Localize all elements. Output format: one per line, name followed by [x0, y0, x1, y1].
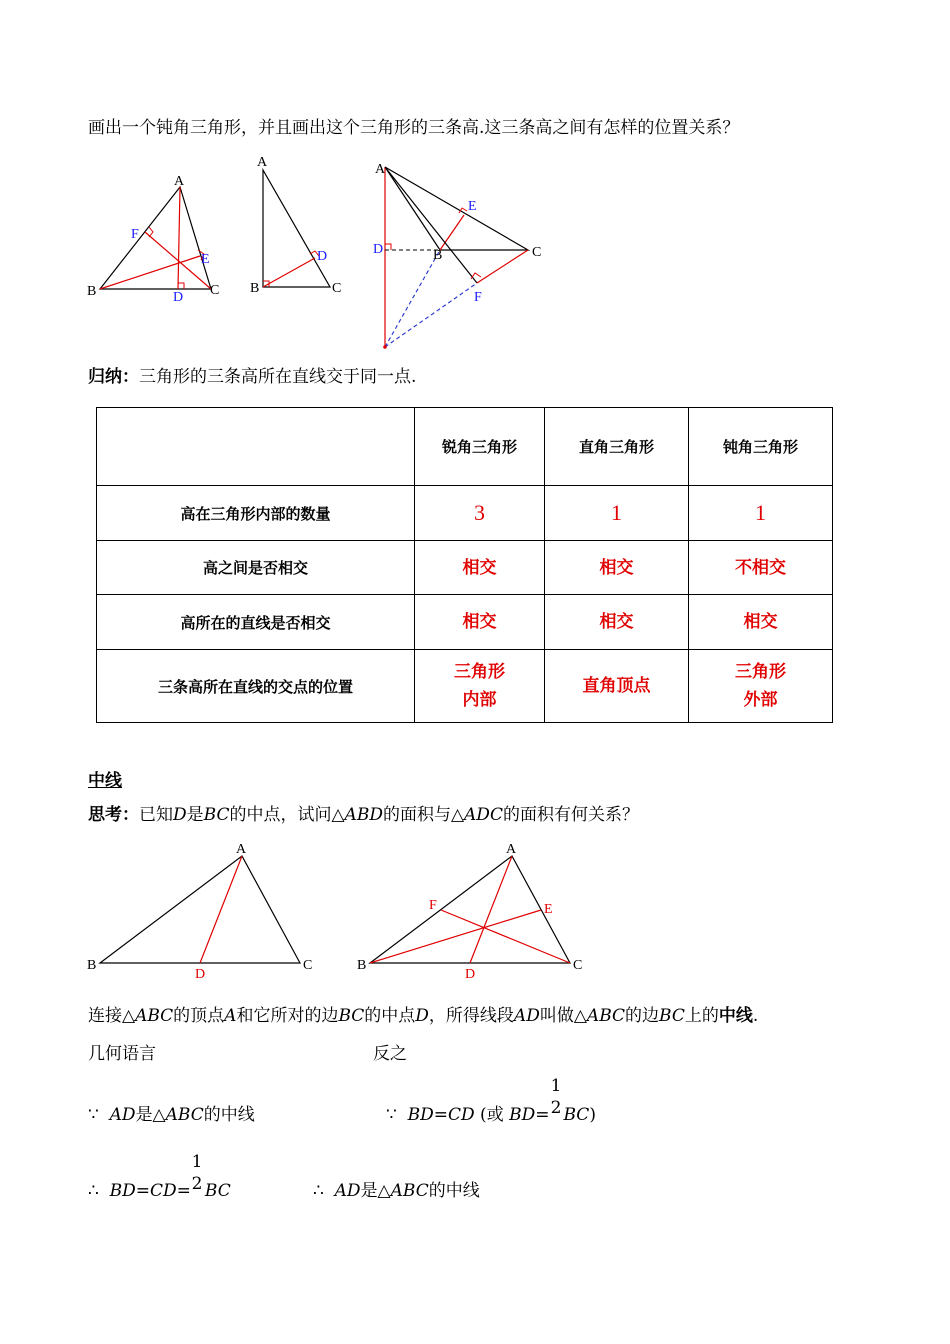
label-B: B: [87, 958, 97, 973]
label-D: D: [195, 967, 206, 981]
label-E: E: [544, 902, 553, 917]
table-row: [97, 650, 833, 723]
label-C: C: [532, 245, 542, 260]
altitude-CF: [477, 250, 528, 283]
header-right: 直角三角形: [545, 408, 689, 486]
row-label: 高之间是否相交: [97, 541, 415, 595]
right-therefore-statement: ∴ AD是△ABC的中线: [313, 1181, 480, 1201]
cell-value: 1: [545, 486, 689, 541]
label-A: A: [174, 174, 185, 189]
cell-value: 三角形 外部: [689, 650, 833, 723]
conclusion-text: 三角形的三条高所在直线交于同一点.: [139, 367, 417, 387]
label-F: F: [131, 227, 139, 242]
cell-value: 1: [689, 486, 833, 541]
conclusion: [88, 366, 416, 388]
median-CF: [441, 910, 570, 963]
table-row: [97, 486, 833, 541]
figure-obtuse-triangle-altitudes: [365, 155, 550, 355]
table-row: [97, 541, 833, 595]
figure-triangle-three-medians: [352, 836, 592, 981]
label-D: D: [173, 290, 184, 305]
cell-value: 直角顶点: [545, 650, 689, 723]
geo-language-heading: 几何语言: [88, 1044, 156, 1064]
fraction-numerator: 1: [191, 1152, 203, 1172]
row-label: 高在三角形内部的数量: [97, 486, 415, 541]
cell-value: 相交: [689, 595, 833, 650]
median-BE: [370, 910, 541, 963]
header-empty: [97, 408, 415, 486]
triangle-outline: [370, 856, 570, 963]
row-label: 高所在的直线是否相交: [97, 595, 415, 650]
label-A: A: [257, 155, 268, 170]
intro-question: 画出一个钝角三角形，并且画出这个三角形的三条高.这三条高之间有怎样的位置关系？: [88, 118, 740, 138]
right-angle-mark-D: [385, 244, 391, 250]
right-angle-mark-F: [149, 227, 153, 237]
figure-right-triangle-altitude: [245, 150, 355, 300]
altitude-BE: [440, 215, 464, 250]
label-B: B: [87, 284, 97, 299]
figure-acute-triangle-altitudes: [80, 168, 230, 308]
think-question: 思考：已知D是BC的中点，试问△ABD的面积与△ADC的面积有何关系？: [88, 805, 639, 825]
converse-heading: 反之: [373, 1044, 407, 1064]
table-row: [97, 595, 833, 650]
cell-value: 相交: [415, 595, 545, 650]
label-B: B: [433, 248, 443, 263]
label-C: C: [210, 283, 220, 298]
extension-altitude-C: [385, 283, 477, 347]
cell-value: 不相交: [689, 541, 833, 595]
acute-triangle-outline: [100, 187, 211, 289]
conclusion-label: 归纳：: [88, 367, 139, 387]
row-label: 三条高所在直线的交点的位置: [97, 650, 415, 723]
right-because-statement: ∵ BD=CD (或 BD= BC): [386, 1105, 596, 1125]
label-E: E: [201, 252, 210, 267]
label-B: B: [357, 958, 367, 973]
extension-altitude-B: [385, 248, 443, 347]
fraction-denominator: 2: [550, 1098, 562, 1118]
right-angle-mark-D: [178, 283, 184, 289]
label-B: B: [250, 281, 260, 296]
table-header-row: [97, 408, 833, 486]
fraction-numerator: 1: [550, 1076, 562, 1096]
altitude-AD: [178, 187, 180, 289]
median-definition: 连接△ABC的顶点A和它所对的边BC的中点D，所得线段AD叫做△ABC的边BC上的中线.: [88, 1006, 759, 1026]
obtuse-triangle-outline: [385, 167, 528, 250]
altitude-BD: [263, 258, 315, 287]
label-D: D: [465, 967, 476, 981]
label-A: A: [375, 162, 386, 177]
cell-value: 三角形 内部: [415, 650, 545, 723]
label-C: C: [573, 958, 583, 973]
figure-triangle-median: [82, 836, 322, 981]
header-obtuse: 钝角三角形: [689, 408, 833, 486]
altitude-summary-table: [96, 407, 833, 723]
label-A: A: [236, 842, 247, 857]
section-heading-median: 中线: [88, 771, 122, 791]
triangle-outline: [100, 856, 300, 963]
cell-value: 相交: [545, 595, 689, 650]
label-A: A: [506, 842, 517, 857]
left-because-statement: ∵ AD是△ABC的中线: [88, 1105, 255, 1125]
header-acute: 锐角三角形: [415, 408, 545, 486]
orthocenter-point: [383, 345, 387, 349]
right-triangle-outline: [263, 170, 330, 287]
fraction-denominator: 2: [191, 1174, 203, 1194]
label-C: C: [303, 958, 313, 973]
label-F: F: [474, 290, 482, 305]
label-D: D: [317, 249, 328, 264]
altitude-BE: [100, 256, 200, 289]
label-C: C: [332, 281, 342, 296]
cell-value: 相交: [545, 541, 689, 595]
label-E: E: [468, 199, 477, 214]
cell-value: 相交: [415, 541, 545, 595]
label-D: D: [373, 242, 384, 257]
cell-value: 3: [415, 486, 545, 541]
label-F: F: [429, 898, 437, 913]
left-therefore-statement: ∴ BD=CD= BC: [88, 1181, 231, 1201]
